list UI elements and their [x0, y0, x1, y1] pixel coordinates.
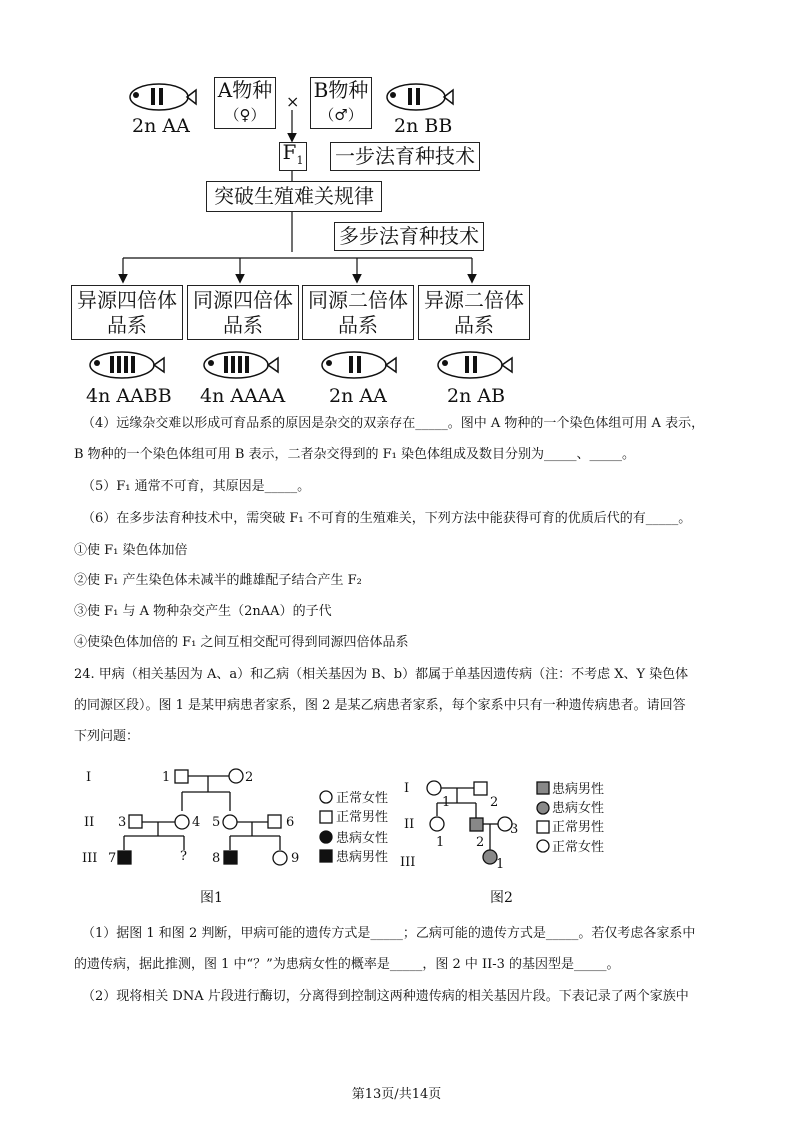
individual-id: 1 — [162, 770, 171, 785]
pedigree1-female-normal — [229, 769, 243, 783]
individual-id: 1 — [436, 835, 445, 850]
individual-id: 3 — [118, 815, 127, 830]
unknown-individual: ? — [180, 849, 187, 864]
question-4-line1: （4）远缘杂交难以形成可育品系的原因是杂交的双亲存在_____。图中 A 物种的一个染色体组可用 A 表示， — [82, 416, 705, 431]
individual-id: 8 — [212, 851, 221, 866]
breakthrough-label: 突破生殖难关规律 — [214, 184, 374, 208]
option-3: ③使 F₁ 与 A 物种杂交产生（2nAA）的子代 — [74, 604, 332, 619]
individual-id: 4 — [192, 815, 201, 830]
species-b-genotype: 2n BB — [394, 115, 453, 137]
line-box-allo-tetraploid — [71, 285, 183, 340]
breakthrough-box — [206, 181, 382, 212]
species-b-sex: （♂） — [319, 106, 363, 124]
multi-step-label: 多步法育种技术 — [339, 224, 479, 248]
individual-id: 1 — [496, 857, 505, 872]
line-box-auto-diploid — [302, 285, 414, 340]
legend-label: 患病男性 — [552, 782, 605, 797]
question-24-line1: 24. 甲病（相关基因为 A、a）和乙病（相关基因为 B、b）都属于单基因遗传病（注：不考虑 X、Y 染色体 — [74, 667, 689, 682]
question-24-line3: 下列问题： — [74, 729, 140, 744]
individual-id: 2 — [476, 835, 485, 850]
legend-label: 患病女性 — [552, 801, 605, 816]
individual-id: 2 — [245, 770, 254, 785]
individual-id: 9 — [291, 851, 300, 866]
individual-id: 1 — [442, 795, 451, 810]
genotype-aaaa: 4n AAAA — [200, 385, 286, 407]
f1-box — [279, 142, 307, 171]
page-footer: 第13页/共14页 — [351, 1087, 442, 1102]
multi-step-box — [334, 222, 484, 251]
line-box-auto-tetraploid — [187, 285, 299, 340]
legend-label: 患病男性 — [336, 850, 389, 865]
question-1-line2: 的遗传病，据此推测，图 1 中“？”为患病女性的概率是_____，图 2 中 II-3 的基因型是_____。 — [74, 957, 620, 972]
f1-subscript: 1 — [296, 154, 304, 167]
gen-label-II: II — [404, 817, 415, 832]
one-step-label: 一步法育种技术 — [335, 144, 475, 168]
figure-1-caption: 图1 — [200, 890, 223, 906]
individual-id: 7 — [108, 851, 117, 866]
gen-label-II: II — [84, 815, 95, 830]
line-label: 异源二倍体 — [424, 287, 524, 312]
line-label: 同源四倍体 — [193, 287, 293, 312]
line-sub-label: 品系 — [223, 312, 263, 337]
individual-id: 6 — [286, 815, 295, 830]
option-2: ②使 F₁ 产生染色体未减半的雌雄配子结合产生 F₂ — [74, 573, 362, 588]
genotype-ab: 2n AB — [447, 385, 506, 407]
fish-aa-diploid-icon — [318, 347, 398, 383]
fish-aaaa-icon — [200, 347, 280, 383]
gen-label-III: III — [82, 851, 98, 866]
species-a-label: A物种 — [217, 78, 273, 102]
pedigree-figure-1 — [80, 762, 400, 912]
species-a-sex: （♀） — [224, 106, 266, 124]
figure-2-caption: 图2 — [490, 890, 513, 906]
line-sub-label: 品系 — [338, 312, 378, 337]
cross-symbol: × — [286, 92, 300, 111]
line-label: 同源二倍体 — [308, 287, 408, 312]
legend-label: 正常女性 — [552, 840, 605, 855]
individual-id: 2 — [490, 795, 499, 810]
genotype-aabb: 4n AABB — [86, 385, 172, 407]
individual-id: 3 — [510, 822, 519, 837]
f1-label: F — [282, 140, 297, 164]
line-sub-label: 品系 — [107, 312, 147, 337]
line-box-allo-diploid — [418, 285, 530, 340]
question-5: （5）F₁ 通常不可育，其原因是_____。 — [82, 479, 311, 494]
option-4: ④使染色体加倍的 F₁ 之间互相交配可得到同源四倍体品系 — [74, 635, 409, 650]
pedigree-figure-2 — [400, 770, 630, 890]
fish-ab-icon — [434, 347, 514, 383]
gen-label-I: I — [404, 781, 410, 796]
species-b-label: B物种 — [313, 78, 369, 102]
gen-label-III: III — [400, 855, 416, 870]
gen-label-I: I — [86, 770, 92, 785]
question-24-line2: 的同源区段）。图 1 是某甲病患者家系，图 2 是某乙病患者家系，每个家系中只有一种遗传病患者。请回答 — [74, 698, 686, 713]
line-sub-label: 品系 — [454, 312, 494, 337]
line-label: 异源四倍体 — [77, 287, 177, 312]
question-6: （6）在多步法育种技术中，需突破 F₁ 不可育的生殖难关，下列方法中能获得可育的优质后代的有_____。 — [82, 511, 692, 526]
question-4-line2: B 物种的一个染色体组可用 B 表示，二者杂交得到的 F₁ 染色体组成及数目分别为_____、_____。 — [74, 447, 635, 462]
individual-id: 5 — [212, 815, 221, 830]
genotype-aa: 2n AA — [329, 385, 387, 407]
pedigree1-male-normal — [175, 770, 188, 783]
question-2-line1: （2）现将相关 DNA 片段进行酶切，分离得到控制这两种遗传病的相关基因片段。下表记录了两个家族中 — [82, 989, 689, 1004]
fish-aabb-icon — [86, 347, 166, 383]
option-1: ①使 F₁ 染色体加倍 — [74, 543, 188, 558]
one-step-box — [330, 142, 480, 171]
question-1-line1: （1）据图 1 和图 2 判断，甲病可能的遗传方式是_____；乙病可能的遗传方式是_____。若仅考虑各家系中 — [82, 926, 696, 941]
species-a-genotype: 2n AA — [132, 115, 190, 137]
legend-label: 正常男性 — [552, 820, 605, 835]
legend-label: 患病女性 — [336, 831, 389, 846]
legend-label: 正常男性 — [336, 810, 389, 825]
legend-label: 正常女性 — [336, 791, 389, 806]
